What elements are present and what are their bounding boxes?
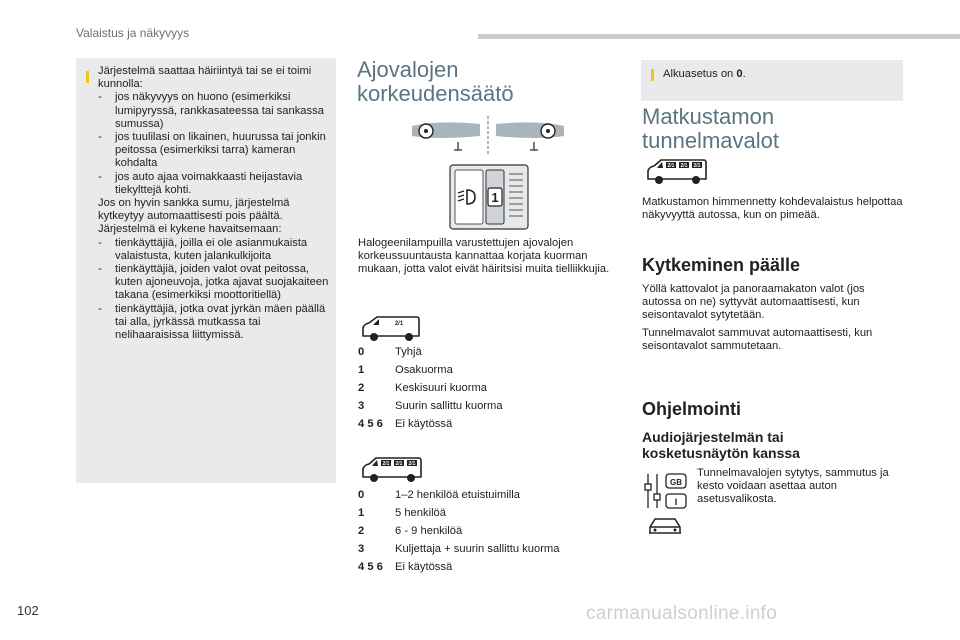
bullet-dash: - [98,170,102,183]
row-key: 3 [358,400,365,412]
seat-row-badge: 2/1 [395,461,403,467]
i-label: I [674,497,678,507]
table-row [358,361,503,379]
row-value: Kuljettaja + suurin sallittu kuorma [395,543,560,555]
row-value: Suurin sallittu kuorma [395,400,503,412]
car-front-icon [647,515,683,537]
seat-row-badge: 2/1 [382,461,390,467]
row-value: Ei käytössä [395,418,453,430]
bullet-text: jos auto ajaa voimakkaasti heijastavia tiekylttejä kohti. [115,170,303,196]
row-value: Keskisuuri kuorma [395,382,488,394]
seat-row-badge: 2/1 [680,163,688,169]
seat-row-badge: 2/1 [667,163,675,169]
row-key: 1 [358,507,365,519]
headlight-leveling-description: Halogeenilampuilla varustettujen ajovalojen korkeussuuntausta kannattaa korjata kuorman mukaan, jotta valot eivät häiritsisi muita tielliikkujia. [358,237,610,276]
row-value: 5 henkilöä [395,507,447,519]
minibus-icon [361,455,423,485]
settings-sliders-icon [644,472,688,512]
bullet-text: tienkäyttäjiä, joiden valot ovat peitossa, kuten ajoneuvoja, jotka ajavat suojakaiteen takana (esimerkiksi moottoritiellä) [115,263,329,302]
row-value: 6 - 9 henkilöä [395,525,463,537]
info-box-text [98,65,332,342]
row-key: 2 [358,525,365,537]
bullet-item [98,237,332,263]
load-table-van [358,343,503,433]
audio-touchscreen-subheading: Audiojärjestelmän tai kosketusnäytön kanssa [642,429,800,461]
programming-heading: Ohjelmointi [642,399,741,419]
header-rule [478,34,960,39]
table-row [358,415,503,433]
seat-row-badge: 2/1 [693,163,701,169]
bullet-text: jos tuulilasi on likainen, huurussa tai jonkin peitossa (esimerkiksi tarra) kameran kohdalta [115,131,326,170]
page-number: 102 [17,603,39,618]
info-icon [651,69,654,81]
row-value: Ei käytössä [395,561,453,573]
headlight-beam-illustration [408,114,568,158]
bullet-item [98,171,332,197]
row-key: 0 [358,346,365,358]
row-key: 4 5 6 [358,418,383,430]
bullet-text: jos näkyvyys on huono (esimerkiksi lumipyryssä, rankkasateessa tai sankassa sumussa) [115,91,324,130]
gb-label: GB [670,478,682,487]
switching-on-paragraph-2: Tunnelmavalot sammuvat automaattisesti, kun seisontavalot sammutetaan. [642,327,873,353]
bullet-dash: - [98,263,102,276]
table-row [358,522,559,540]
switch-position-label: 1 [491,190,499,205]
ambient-lighting-intro: Matkustamon himmennetty kohdevalaistus helpottaa näkyvyyttä autossa, kun on pimeää. [642,196,903,222]
bullet-text: tienkäyttäjiä, jotka ovat jyrkän mäen päällä tai alla, jyrkässä mutkassa tai nelihaaraisissa liittymissä. [115,302,326,342]
headlight-leveling-title: Ajovalojen korkeudensäätö [357,57,514,106]
bullet-dash: - [98,131,102,144]
watermark: carmanualsonline.info [586,603,778,624]
headlight-leveling-switch-icon [449,164,529,230]
table-row [358,379,503,397]
switching-on-paragraph-1: Yöllä kattovalot ja panoraamakaton valot (jos autossa on ne) syttyvät automaattisesti, kun seisontavalot sytytetään. [642,283,865,322]
seat-row-badge: 2/1 [408,461,416,467]
section-title: Valaistus ja näkyvyys [76,26,190,40]
info-paragraph: Järjestelmä ei kykene havaitsemaan: [98,223,282,236]
info-box-default-setting [641,60,903,101]
info-paragraph: Jos on hyvin sankka sumu, järjestelmä kytkeytyy automaattisesti pois päältä. [98,197,290,223]
van-icon [361,314,421,344]
row-value: 1–2 henkilöä etuistuimilla [395,489,521,501]
ambient-lighting-title: Matkustamon tunnelmavalot [642,104,779,153]
bullet-item [98,263,332,303]
table-row [358,558,559,576]
table-row [358,486,559,504]
van-load-badge: 2/1 [394,321,404,327]
bullet-dash: - [98,236,102,249]
info-box-system-limits [76,58,336,483]
load-table-minibus [358,486,559,576]
bullet-item [98,91,332,131]
programming-text: Tunnelmavalojen sytytys, sammutus ja kesto voidaan asettaa auton asetusvalikosta. [697,467,889,506]
row-key: 2 [358,382,365,394]
table-row [358,343,503,361]
minibus-icon [646,157,708,187]
row-key: 0 [358,489,365,501]
default-setting-text: Alkuasetus on 0. [663,68,746,80]
row-key: 4 5 6 [358,561,383,573]
row-value: Tyhjä [395,346,422,358]
bullet-item [98,303,332,343]
info-paragraph: Järjestelmä saattaa häiriintyä tai se ei toimi kunnolla: [98,65,312,91]
bullet-dash: - [98,302,102,315]
table-row [358,397,503,415]
bullet-item [98,131,332,171]
bullet-text: tienkäyttäjiä, joilla ei ole asianmukaista valaistusta, kuten jalankulkijoita [115,236,308,262]
row-key: 1 [358,364,365,376]
table-row [358,540,559,558]
bullet-dash: - [98,91,102,104]
row-key: 3 [358,543,365,555]
table-row [358,504,559,522]
info-icon [86,71,89,83]
row-value: Osakuorma [395,364,453,376]
switching-on-heading: Kytkeminen päälle [642,255,801,275]
